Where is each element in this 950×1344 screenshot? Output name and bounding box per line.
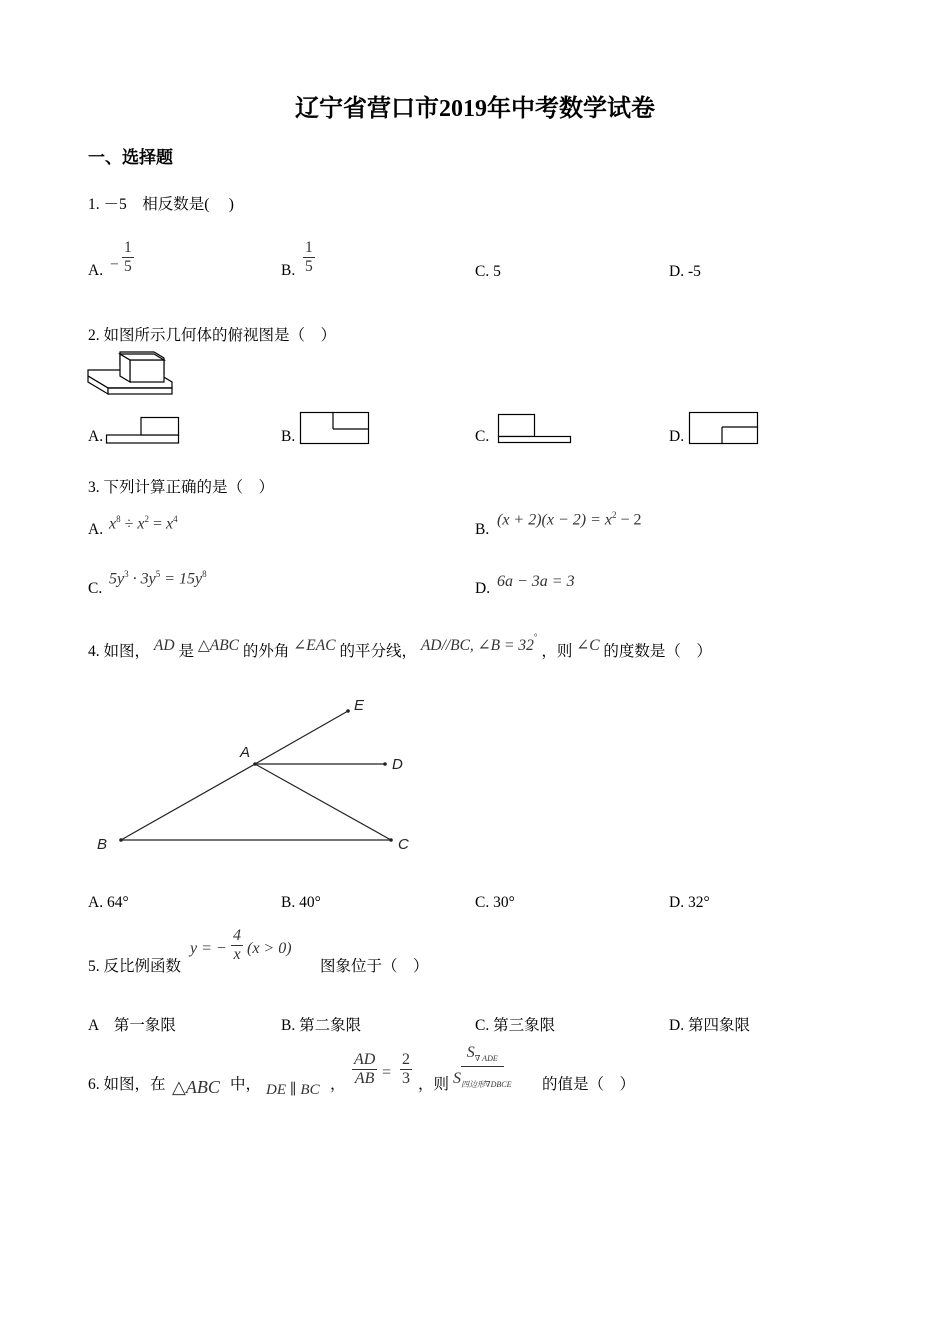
q4-triangle: △ABC bbox=[197, 637, 240, 655]
question-3-stem: 3. 下列计算正确的是（ ） bbox=[88, 479, 275, 496]
q1-a-fraction bbox=[122, 240, 134, 274]
q6-area-denominator bbox=[453, 1067, 511, 1089]
solid-figure bbox=[86, 352, 176, 400]
q2-option-b-figure[interactable] bbox=[300, 412, 370, 445]
q2-option-d-label[interactable]: D. bbox=[669, 428, 685, 445]
q3-b-tail: − 2 bbox=[616, 511, 642, 529]
point-label-e: E bbox=[354, 697, 365, 714]
question-2-stem: 2. 如图所示几何体的俯视图是（ ） bbox=[88, 327, 337, 344]
q3-option-d-expr[interactable] bbox=[497, 573, 575, 591]
q5-denominator: x bbox=[233, 946, 241, 963]
q4-condition: AD//BC, ∠B = 32 bbox=[420, 637, 534, 655]
q5-fraction bbox=[231, 928, 243, 963]
q6-area-num-s: S bbox=[466, 1044, 475, 1061]
section-heading-choice: 一、选择题 bbox=[88, 148, 173, 167]
q1-b-fraction bbox=[303, 240, 315, 274]
q6-stem-3: ，则 bbox=[418, 1076, 450, 1093]
q3-b-main: (x + 2)(x − 2) = x bbox=[497, 511, 613, 529]
question-4-stem bbox=[88, 633, 712, 666]
question-1-stem: 1. －5 相反数是( ) bbox=[88, 196, 234, 213]
q6-area-numerator bbox=[461, 1045, 504, 1067]
q4-stem-1: 4. 如图， bbox=[88, 643, 151, 661]
q3-c-exp1: 3 bbox=[124, 569, 129, 579]
q1-a-label: A. bbox=[88, 262, 104, 279]
q6-ratio-eq: = bbox=[382, 1064, 392, 1081]
q3-a-term3: x bbox=[166, 515, 174, 533]
q1-b-label: B. bbox=[281, 262, 296, 279]
q3-c-exp2: 5 bbox=[155, 569, 161, 579]
q1-option-c[interactable]: C. 5 bbox=[475, 263, 501, 280]
q1-option-d[interactable]: D. -5 bbox=[669, 263, 701, 280]
q4-stem-5: ，则 bbox=[541, 643, 573, 661]
point-label-d: D bbox=[392, 756, 403, 773]
q1-b-numerator: 1 bbox=[305, 239, 313, 256]
q2-option-c-label[interactable]: C. bbox=[475, 428, 490, 445]
q3-option-c-expr[interactable] bbox=[109, 569, 207, 588]
q3-a-eq: = bbox=[149, 515, 167, 533]
q5-option-a[interactable]: A 第一象限 bbox=[88, 1017, 176, 1034]
q6-triangle: △ABC bbox=[172, 1077, 220, 1097]
q1-a-denominator: 5 bbox=[124, 257, 132, 275]
q6-ratio-denominator: AB bbox=[354, 1070, 375, 1087]
q1-a-sign: − bbox=[110, 256, 119, 273]
q2-option-a-label[interactable]: A. bbox=[88, 428, 104, 445]
q5-option-b[interactable]: B. 第二象限 bbox=[281, 1017, 362, 1034]
q1-option-b[interactable] bbox=[281, 239, 313, 279]
q3-c-mid: · 3y bbox=[128, 570, 156, 588]
q4-option-b[interactable]: B. 40° bbox=[281, 894, 321, 911]
q2-option-a-figure[interactable] bbox=[106, 417, 180, 445]
q4-stem-4: 的平分线， bbox=[339, 643, 417, 661]
q3-a-op: ÷ bbox=[120, 515, 138, 533]
q6-area-ratio bbox=[453, 1045, 511, 1089]
q3-a-exp1: 8 bbox=[116, 514, 121, 524]
q4-stem-2: 是 bbox=[178, 643, 194, 661]
q2-option-d-figure[interactable] bbox=[689, 412, 759, 445]
q6-area-den-s: S bbox=[453, 1070, 461, 1088]
q3-option-b-label[interactable]: B. bbox=[475, 521, 490, 538]
q3-option-a-label[interactable]: A. bbox=[88, 521, 104, 538]
page-title: 辽宁省营口市2019年中考数学试卷 bbox=[295, 96, 655, 122]
q3-a-exp2: 2 bbox=[144, 514, 149, 524]
q1-option-a[interactable] bbox=[88, 239, 132, 279]
q3-option-a-expr[interactable] bbox=[109, 514, 178, 533]
q4-option-c[interactable]: C. 30° bbox=[475, 894, 515, 911]
q4-angle-c: ∠C bbox=[576, 637, 600, 655]
q3-b-exp: 2 bbox=[612, 510, 617, 520]
q4-angle-eac: ∠EAC bbox=[293, 637, 336, 655]
q1-b-denominator: 5 bbox=[305, 257, 313, 275]
q5-option-d[interactable]: D. 第四象限 bbox=[669, 1017, 750, 1034]
q4-stem-6: 的度数是（ ） bbox=[603, 643, 712, 661]
q4-degree: ° bbox=[533, 632, 538, 642]
q6-ratio-numerator: AD bbox=[354, 1051, 376, 1068]
q3-c-eq: = 15y bbox=[160, 570, 203, 588]
q3-c-term1: 5y bbox=[109, 570, 125, 588]
q6-comma: ， bbox=[330, 1076, 346, 1093]
q2-option-c-figure[interactable] bbox=[498, 414, 572, 444]
q6-ratio-fraction bbox=[352, 1052, 377, 1087]
q4-option-d[interactable]: D. 32° bbox=[669, 894, 710, 911]
q3-option-b-expr[interactable] bbox=[497, 510, 642, 529]
point-label-a: A bbox=[240, 744, 251, 761]
point-label-c: C bbox=[398, 836, 409, 853]
q6-stem-1: 6. 如图，在 bbox=[88, 1076, 166, 1093]
q3-option-c-label[interactable]: C. bbox=[88, 580, 103, 597]
q3-a-term2: x bbox=[137, 515, 145, 533]
q1-a-numerator: 1 bbox=[124, 239, 132, 256]
q6-stem-4: 的值是（ ） bbox=[542, 1076, 636, 1093]
q5-stem-1: 5. 反比例函数 bbox=[88, 958, 182, 975]
q3-a-exp3: 4 bbox=[173, 514, 178, 524]
q4-triangle-figure bbox=[88, 690, 428, 860]
q6-area-num-sub: ∇ ADE bbox=[474, 1054, 498, 1064]
q2-option-b-label[interactable]: B. bbox=[281, 428, 296, 445]
q5-numerator: 4 bbox=[233, 927, 241, 944]
q6-area-den-sub: 四边形∇DBCE bbox=[461, 1080, 512, 1090]
point-label-b: B bbox=[97, 836, 108, 853]
q6-stem-2: 中， bbox=[230, 1076, 262, 1093]
q3-c-exp3: 8 bbox=[202, 569, 207, 579]
q6-ratio-value-den: 3 bbox=[402, 1070, 410, 1087]
q5-condition: (x > 0) bbox=[247, 940, 292, 957]
q6-ratio-value bbox=[400, 1052, 412, 1087]
q5-fx-lhs: y = − bbox=[190, 940, 227, 957]
q3-d-main: 6a − 3a = 3 bbox=[497, 573, 575, 590]
q5-stem-2: 图象位于（ ） bbox=[320, 958, 429, 975]
q4-ad: AD bbox=[153, 637, 175, 655]
q3-a-term1: x bbox=[109, 515, 117, 533]
q6-ratio-value-num: 2 bbox=[402, 1051, 410, 1068]
q3-option-d-label[interactable]: D. bbox=[475, 580, 491, 597]
q4-stem-3: 的外角 bbox=[242, 643, 290, 661]
q4-option-a[interactable]: A. 64° bbox=[88, 894, 129, 911]
q6-parallel: DE ∥ BC bbox=[266, 1082, 320, 1098]
q5-option-c[interactable]: C. 第三象限 bbox=[475, 1017, 556, 1034]
